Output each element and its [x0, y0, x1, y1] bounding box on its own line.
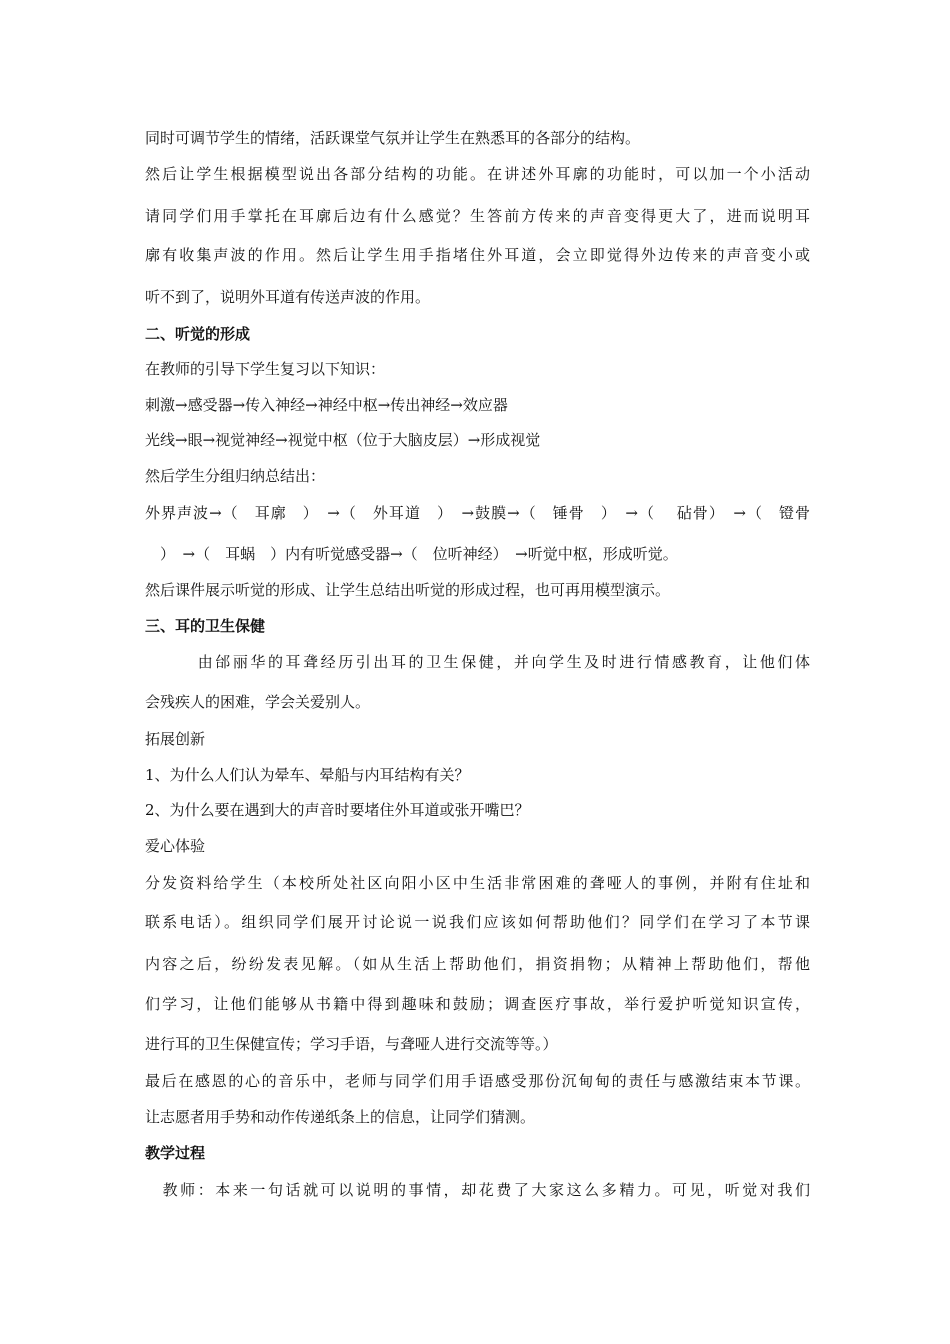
list-item: 1、为什么人们认为晕车、晕船与内耳结构有关？ — [145, 766, 470, 784]
paragraph-line: 进行耳的卫生保健宣传；学习手语，与聋哑人进行交流等等。） — [145, 1035, 558, 1053]
paragraph-line: 分发资料给学生（本校所处社区向阳小区中生活非常困难的聋哑人的事例，并附有住址和 — [145, 874, 810, 892]
paragraph-line: 请同学们用手掌托在耳廓后边有什么感觉？生答前方传来的声音变得更大了，进而说明耳 — [145, 207, 810, 225]
flow-line: 光线→眼→视觉神经→视觉中枢（位于大脑皮层）→形成视觉 — [145, 431, 541, 449]
section-heading: 教学过程 — [145, 1144, 206, 1162]
paragraph-line: 内容之后，纷纷发表见解。（如从生活上帮助他们，捐资捐物；从精神上帮助他们，帮他 — [145, 955, 810, 973]
paragraph-line: 联系电话）。组织同学们展开讨论说一说我们应该如何帮助他们？同学们在学习了本节课 — [145, 913, 810, 931]
paragraph-line: 由邰丽华的耳聋经历引出耳的卫生保健，并向学生及时进行情感教育，让他们体 — [145, 653, 810, 671]
subheading: 拓展创新 — [145, 730, 206, 748]
flow-line: 刺激→感受器→传入神经→神经中枢→传出神经→效应器 — [145, 396, 508, 414]
paragraph-line: 同时可调节学生的情绪，活跃课堂气氛并让学生在熟悉耳的各部分的结构。 — [145, 129, 641, 147]
paragraph-line: 们学习，让他们能够从书籍中得到趣味和鼓励；调查医疗事故，举行爱护听觉知识宣传， — [145, 995, 810, 1013]
paragraph-line: 然后让学生根据模型说出各部分结构的功能。在讲述外耳廓的功能时，可以加一个小活动 — [145, 165, 810, 183]
paragraph-line: 然后学生分组归纳总结出： — [145, 467, 326, 485]
paragraph-line: 在教师的引导下学生复习以下知识： — [145, 360, 386, 378]
flow-line: ） →（ 耳蜗 ）内有听觉感受器→（ 位听神经） →听觉中枢，形成听觉。 — [145, 545, 678, 563]
paragraph-line: 听不到了，说明外耳道有传送声波的作用。 — [145, 288, 431, 306]
list-item: 2、为什么要在遇到大的声音时要堵住外耳道或张开嘴巴？ — [145, 801, 530, 819]
section-heading: 二、听觉的形成 — [145, 325, 251, 343]
paragraph-line: 然后课件展示听觉的形成、让学生总结出听觉的形成过程，也可再用模型演示。 — [145, 581, 671, 599]
paragraph-line: 最后在感恩的心的音乐中，老师与同学们用手语感受那份沉甸甸的责任与感激结束本节课。 — [145, 1072, 810, 1090]
paragraph-line: 会残疾人的困难，学会关爱别人。 — [145, 693, 371, 711]
flow-line: 外界声波→（ 耳廓 ） →（ 外耳道 ） →鼓膜→（ 锤骨 ） →（ 砧骨） →（ 镫骨 — [145, 504, 810, 522]
paragraph-line: 教师：本来一句话就可以说明的事情，却花费了大家这么多精力。可见，听觉对我们 — [145, 1181, 810, 1199]
section-heading: 三、耳的卫生保健 — [145, 617, 266, 635]
paragraph-line: 让志愿者用手势和动作传递纸条上的信息，让同学们猜测。 — [145, 1108, 536, 1126]
paragraph-line: 廓有收集声波的作用。然后让学生用手指堵住外耳道，会立即觉得外边传来的声音变小或 — [145, 246, 810, 264]
subheading: 爱心体验 — [145, 837, 206, 855]
